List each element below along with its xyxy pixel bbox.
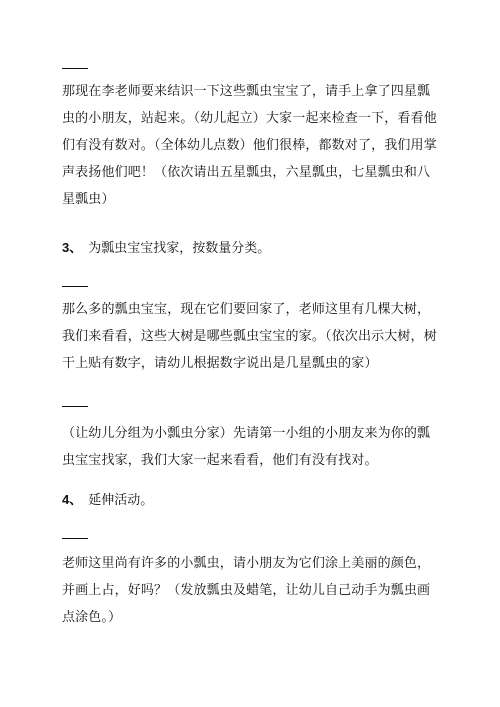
dash-separator: [62, 538, 88, 539]
paragraph-trees-homes: 那么多的瓢虫宝宝，现在它们要回家了，老师这里有几棵大树，我们来看看，这些大树是哪些瓢虫宝宝的家。（依次出示大树，树干上贴有数字，请幼儿根据数字说出是几星瓢虫的家）: [62, 302, 437, 371]
paragraph-ladybug-intro: 那现在李老师要来结识一下这些瓢虫宝宝了，请手上拿了四星瓢虫的小朋友，站起来。（幼儿起立）大家一起来检查一下，看看他们有没有数对。（全体幼儿点数）他们很棒，都数对了，我们用掌声表扬他们吧！（依次请出五星瓢虫，六星瓢虫，七星瓢虫和八星瓢虫）: [62, 84, 437, 207]
paragraph-extension-activity: 老师这里尚有许多的小瓢虫，请小朋友为它们涂上美丽的颜色，并画上占，好吗？（发放瓢虫及蜡笔，让幼儿自己动手为瓢虫画点涂色。）: [62, 556, 431, 625]
dash-separator: [62, 406, 88, 407]
section-number: 4、: [62, 492, 83, 507]
section-heading-4: [62, 490, 153, 511]
section-heading-3: [62, 238, 270, 259]
section-number: 3、: [62, 240, 83, 255]
dash-separator: [62, 286, 88, 287]
section-title: 为瓢虫宝宝找家，按数量分类。: [88, 241, 271, 256]
dash-separator: [62, 68, 88, 69]
paragraph-group-sorting: （让幼儿分组为小瓢虫分家）先请第一小组的小朋友来为你的瓢虫宝宝找家，我们大家一起来看看，他们有没有找对。: [62, 426, 431, 468]
section-title: 延伸活动。: [88, 493, 154, 508]
